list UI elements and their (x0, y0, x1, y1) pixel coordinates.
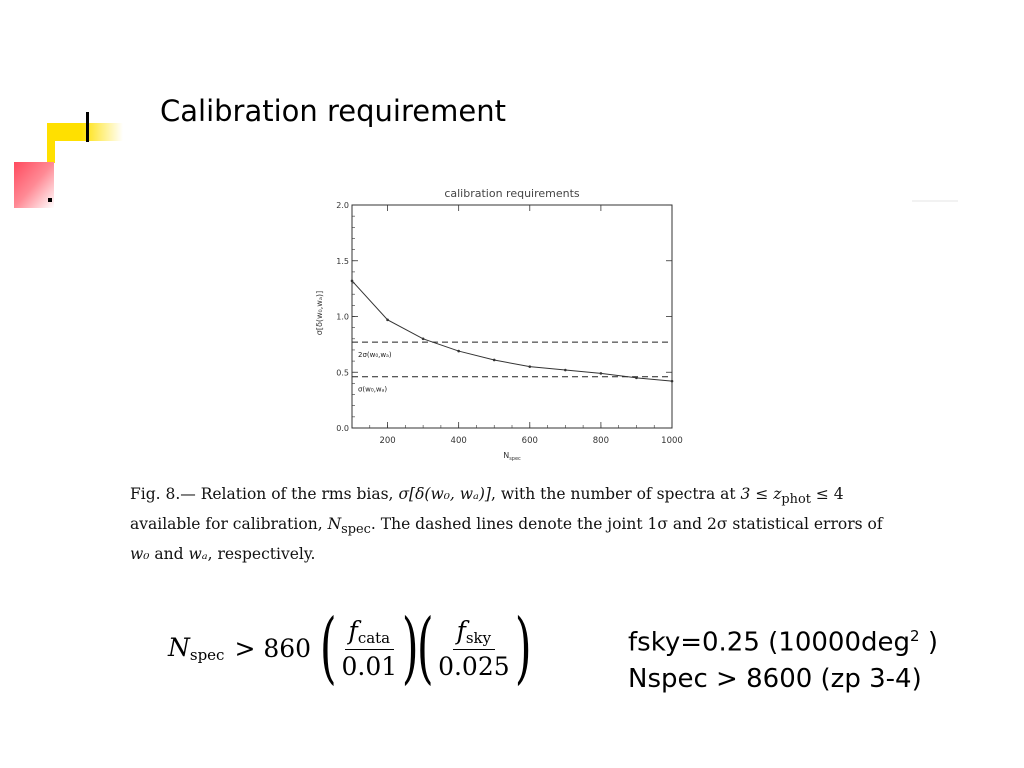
y-tick-label: 2.0 (336, 201, 349, 210)
fraction-sky-numerator (453, 616, 496, 650)
y-tick-label: 0.0 (336, 424, 349, 433)
x-tick-label: 800 (592, 436, 610, 446)
caption-sym-nspec: N (327, 515, 342, 534)
note-line1-prefix: fsky=0.25 (10000deg (628, 627, 911, 658)
left-paren-2: ( (416, 603, 434, 693)
caption-text-2: , with the number of spectra at (490, 485, 736, 503)
equation-operator: > 860 (234, 633, 312, 663)
data-point (422, 338, 425, 341)
fraction-sky-denominator: 0.025 (438, 651, 510, 681)
fraction-cata (338, 616, 402, 681)
caption-sym-range-end: ≤ 4 (815, 485, 844, 503)
reference-line-label: σ(w₀,wₐ) (358, 385, 388, 394)
equation-lhs-symbol: N (168, 632, 190, 662)
caption-sym-w0: w₀ (130, 545, 150, 564)
data-point (493, 359, 496, 362)
nspec-equation (168, 603, 532, 693)
x-tick-label: 200 (379, 436, 396, 446)
data-point (635, 377, 638, 380)
equation-lhs (168, 633, 224, 664)
x-tick-label: 600 (521, 436, 538, 446)
decor-bar (86, 112, 89, 142)
x-axis-label (503, 451, 521, 462)
fraction-sky-num-symbol: f (456, 615, 466, 645)
caption-text-3: available for calibration, (130, 515, 323, 534)
note-line1-sup: 2 (910, 627, 920, 645)
y-axis-label: σ[δ(w₀,wₐ)] (315, 290, 324, 336)
fraction-cata-denominator: 0.01 (341, 651, 398, 681)
caption-sym-wa: wₐ (188, 545, 208, 564)
y-tick-label: 1.5 (336, 256, 349, 266)
caption-sym-range-sub: phot (781, 492, 811, 508)
y-tick-label: 1.0 (336, 312, 349, 322)
requirement-notes (628, 618, 938, 697)
caption-sym-nspec-sub: spec (341, 522, 371, 538)
chart-title: calibration requirements (444, 187, 580, 200)
fraction-sky (434, 616, 514, 681)
figure-caption (130, 482, 890, 567)
data-point (457, 350, 460, 353)
data-point (600, 372, 603, 375)
caption-sym-range: 3 ≤ z (740, 485, 782, 503)
x-axis-label-main: N (503, 451, 510, 460)
decor-faint-line (912, 200, 958, 202)
reference-line-label: 2σ(w₀,wₐ) (358, 351, 392, 360)
series-line (352, 281, 672, 381)
caption-sym-sigma-delta: σ[δ(w₀, wₐ)] (398, 485, 491, 503)
note-line-fsky (628, 618, 938, 661)
decor-yellow-cutout (55, 141, 123, 163)
fraction-sky-num-sub: sky (465, 628, 492, 647)
note-line-nspec: Nspec > 8600 (zp 3-4) (628, 663, 922, 694)
right-paren-1: ) (402, 603, 419, 693)
caption-text-6: , respectively. (207, 545, 316, 564)
data-point (671, 380, 674, 383)
plot-frame (352, 205, 672, 428)
right-paren-2: ) (514, 603, 532, 693)
x-axis-label-sub: spec (509, 456, 521, 462)
note-line1-suffix: ) (919, 627, 938, 658)
fraction-cata-numerator (345, 616, 395, 650)
data-point (564, 369, 567, 372)
data-point (386, 319, 389, 322)
caption-text-5: and (154, 545, 184, 564)
caption-fig-label: Fig. 8.— (130, 485, 196, 503)
left-paren-1: ( (319, 603, 337, 693)
x-tick-label: 1000 (661, 436, 683, 446)
y-tick-label: 0.5 (336, 368, 349, 378)
fraction-cata-num-sub: cata (357, 628, 391, 647)
equation-lhs-sub: spec (189, 645, 225, 664)
fraction-cata-num-symbol: f (348, 615, 358, 645)
x-tick-label: 400 (450, 436, 467, 446)
data-point (528, 365, 531, 368)
data-point (351, 280, 354, 283)
calibration-chart (300, 180, 700, 465)
caption-text-4: . The dashed lines denote the joint 1σ and 2σ statistical errors of (370, 515, 883, 534)
caption-text-1: Relation of the rms bias, (200, 485, 394, 503)
slide-title: Calibration requirement (160, 94, 506, 128)
decor-dot (48, 198, 52, 202)
